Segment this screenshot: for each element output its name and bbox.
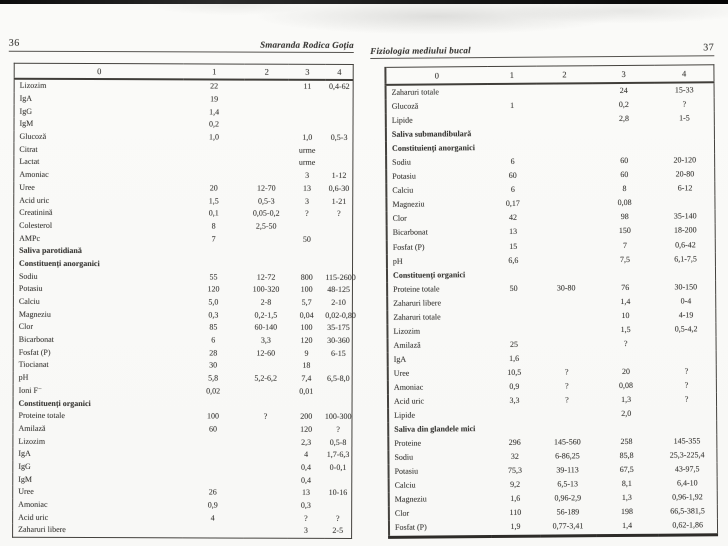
cell-value: 13 bbox=[301, 488, 310, 498]
cell-value: 6-15 bbox=[331, 348, 346, 358]
cell-value: 22 bbox=[210, 81, 219, 91]
row-label: Clor bbox=[394, 509, 410, 519]
cell-value: 5,8 bbox=[208, 373, 219, 383]
cell-value: 3 bbox=[303, 526, 308, 536]
cell-value: 1 bbox=[510, 100, 515, 110]
cell-value: ? bbox=[336, 424, 340, 434]
row-label: Lizozim bbox=[393, 326, 421, 336]
cell-value: 10,5 bbox=[507, 367, 522, 377]
cell-value: 0,9 bbox=[509, 381, 520, 391]
row-label: Lactat bbox=[19, 157, 40, 167]
cell-value: 296 bbox=[508, 437, 521, 448]
cell-value: 0,5-3 bbox=[330, 132, 348, 143]
cell-value: 0,96-1,92 bbox=[672, 492, 703, 502]
cell-value bbox=[657, 336, 716, 351]
cell-value: 7,5 bbox=[620, 254, 631, 264]
row-label: pH bbox=[18, 372, 29, 382]
cell-value: ? bbox=[565, 381, 569, 391]
cell-value bbox=[489, 295, 538, 309]
cell-value: 20 bbox=[209, 183, 218, 193]
cell-value: 18-200 bbox=[673, 225, 697, 236]
cell-value: 9,2 bbox=[510, 480, 521, 490]
row-label: Clor bbox=[392, 214, 407, 224]
cell-value: 1,5 bbox=[208, 195, 219, 206]
cell-value: 1,5 bbox=[620, 324, 631, 334]
cell-value: 0,6-30 bbox=[328, 183, 350, 193]
cell-value: 43-97,5 bbox=[674, 464, 700, 474]
cell-value: 50 bbox=[302, 234, 311, 244]
row-label: Ioni F⁻ bbox=[18, 385, 43, 395]
cell-value: 30 bbox=[209, 360, 218, 370]
row-label: Proteine totale bbox=[18, 411, 65, 421]
cell-value: 50 bbox=[509, 283, 518, 293]
cell-value: 0,02-0,80 bbox=[325, 310, 356, 320]
column-header: 0 bbox=[385, 67, 487, 85]
cell-value: 0,5-8 bbox=[329, 437, 347, 447]
cell-value: 30-360 bbox=[327, 335, 350, 346]
cell-value: 10-16 bbox=[328, 488, 348, 498]
cell-value: 1,4 bbox=[622, 521, 633, 531]
row-label: Calciu bbox=[18, 296, 40, 306]
cell-value: 3 bbox=[305, 170, 310, 180]
cell-value: 0,9 bbox=[207, 500, 218, 510]
page-number: 37 bbox=[703, 42, 715, 54]
cell-value: 39-113 bbox=[556, 465, 579, 475]
cell-value bbox=[537, 168, 593, 182]
cell-value: 67,5 bbox=[619, 465, 634, 475]
cell-value: 6,4-10 bbox=[676, 478, 698, 488]
cell-value: 4 bbox=[304, 450, 309, 460]
row-label: pH bbox=[392, 256, 403, 266]
cell-value: urme bbox=[298, 145, 316, 155]
column-header: 4 bbox=[655, 65, 714, 83]
cell-value: 15 bbox=[509, 241, 518, 251]
row-label: Lizozim bbox=[18, 436, 46, 446]
cell-value: 20 bbox=[621, 366, 630, 376]
cell-value: 12-60 bbox=[256, 348, 276, 358]
cell-value: 26 bbox=[208, 487, 217, 497]
cell-value: 7,4 bbox=[301, 373, 312, 383]
row-label: Proteine totale bbox=[393, 284, 440, 294]
cell-value: ? bbox=[684, 380, 689, 390]
row-label: IgA bbox=[18, 449, 31, 459]
cell-value: 66,5-381,5 bbox=[670, 506, 705, 517]
cell-value: 6 bbox=[510, 185, 515, 195]
section-label: Saliva parotidiană bbox=[19, 246, 82, 256]
running-header: Smaranda Rodica Goția bbox=[260, 39, 354, 50]
row-label: Lizozim bbox=[19, 81, 47, 91]
cell-value: 0,04 bbox=[299, 310, 314, 320]
row-label: IgA bbox=[393, 354, 407, 364]
cell-value: 6-12 bbox=[677, 183, 693, 193]
cell-value: 25,3-225,4 bbox=[669, 450, 705, 460]
cell-value: ? bbox=[565, 395, 569, 405]
cell-value: 5,2-6,2 bbox=[254, 373, 278, 383]
row-label: Amoniac bbox=[19, 169, 49, 180]
cell-value: 32 bbox=[510, 452, 519, 462]
row-label: Clor bbox=[18, 322, 34, 332]
cell-value: 0-0,1 bbox=[329, 462, 347, 472]
cell-value: 98 bbox=[620, 212, 629, 222]
cell-value: 75,3 bbox=[507, 466, 523, 476]
cell-value: 0,3 bbox=[208, 310, 219, 320]
cell-value: 0-4 bbox=[680, 296, 692, 306]
row-label: Bicarbonat bbox=[392, 227, 428, 238]
cell-value: 60 bbox=[208, 424, 217, 434]
row-label: Amoniac bbox=[393, 382, 424, 392]
row-label: Sodiu bbox=[18, 271, 38, 281]
cell-value bbox=[538, 309, 594, 323]
cell-value: 6,1-7,5 bbox=[674, 253, 697, 264]
column-header: 2 bbox=[536, 66, 592, 84]
cell-value: 76 bbox=[621, 282, 630, 292]
cell-value: ? bbox=[684, 394, 689, 404]
cell-value: 100 bbox=[300, 285, 313, 295]
cell-value: 8 bbox=[211, 221, 216, 231]
cell-value: 85,8 bbox=[619, 451, 634, 461]
cell-value: 1,0 bbox=[208, 132, 220, 142]
cell-value bbox=[656, 196, 715, 211]
cell-value bbox=[538, 323, 594, 337]
row-label: Zaharuri totale bbox=[391, 87, 439, 97]
cell-value: 35-140 bbox=[673, 211, 697, 222]
cell-value: 6-86,25 bbox=[555, 451, 580, 461]
row-label: Zaharuri totale bbox=[393, 312, 441, 322]
cell-value: 12-72 bbox=[256, 272, 276, 282]
cell-value: 3 bbox=[304, 196, 310, 206]
cell-value: 0,4 bbox=[300, 475, 312, 485]
cell-value: 120 bbox=[300, 424, 313, 434]
cell-value: 6,5-13 bbox=[557, 479, 579, 489]
cell-value: 0,62-1,86 bbox=[672, 520, 704, 531]
cell-value: 6,5-8,0 bbox=[326, 374, 350, 384]
cell-value: 55 bbox=[209, 272, 218, 282]
column-header: 0 bbox=[14, 63, 184, 79]
cell-value bbox=[538, 197, 594, 211]
cell-value: 2,3 bbox=[301, 437, 312, 447]
saliva-table-right bbox=[384, 64, 718, 538]
row-label: Zaharuri libere bbox=[393, 298, 442, 308]
cell-value: 13 bbox=[303, 183, 312, 193]
row-label: Potasiu bbox=[18, 284, 43, 294]
cell-value: 110 bbox=[509, 508, 522, 518]
cell-value bbox=[657, 406, 716, 421]
column-header: 3 bbox=[592, 65, 655, 83]
cell-value bbox=[489, 309, 538, 323]
cell-value: 12-70 bbox=[256, 183, 276, 193]
cell-value: 3,3 bbox=[509, 395, 520, 405]
cell-value: 8,1 bbox=[621, 479, 632, 489]
cell-value: 85 bbox=[209, 322, 218, 332]
cell-value bbox=[539, 407, 595, 421]
cell-value: 60-140 bbox=[254, 323, 278, 333]
cell-value: 7 bbox=[211, 234, 216, 244]
row-label: Acid uric bbox=[18, 512, 49, 522]
cell-value: 48-125 bbox=[327, 285, 350, 295]
row-label: IgM bbox=[19, 119, 34, 129]
column-header: 3 bbox=[289, 64, 326, 80]
cell-value bbox=[537, 183, 593, 197]
row-label: IgA bbox=[19, 93, 33, 103]
cell-value: 60 bbox=[620, 156, 629, 166]
cell-value: 100 bbox=[300, 323, 313, 333]
cell-value: 2-10 bbox=[331, 297, 346, 307]
row-label: Potasiu bbox=[392, 171, 416, 182]
cell-value: ? bbox=[305, 209, 309, 219]
cell-value: 20-120 bbox=[673, 155, 697, 165]
cell-value bbox=[538, 253, 594, 267]
cell-value: 9 bbox=[304, 348, 309, 358]
cell-value: 24 bbox=[619, 85, 628, 96]
cell-value: ? bbox=[564, 367, 569, 377]
cell-value: 5,7 bbox=[301, 297, 312, 307]
cell-value: ? bbox=[682, 99, 687, 109]
cell-value: 30-150 bbox=[674, 282, 698, 292]
row-label: Bicarbonat bbox=[18, 334, 54, 345]
cell-value: 11 bbox=[303, 82, 312, 92]
cell-value: 0,05-0,2 bbox=[252, 208, 280, 218]
row-label: Fosfat (P) bbox=[394, 522, 427, 533]
cell-value bbox=[539, 351, 595, 365]
cell-value bbox=[537, 98, 593, 112]
page-header-right bbox=[370, 31, 714, 59]
cell-value: 145-560 bbox=[553, 437, 581, 447]
cell-value: 19 bbox=[210, 94, 219, 104]
row-label: Magneziu bbox=[392, 199, 425, 210]
cell-value bbox=[538, 239, 594, 253]
cell-value bbox=[539, 337, 595, 351]
cell-value: 2-5 bbox=[332, 526, 344, 536]
cell-value: 2,5-50 bbox=[255, 221, 277, 231]
cell-value: 1,0 bbox=[302, 132, 313, 142]
cell-value: 0,77-3,41 bbox=[552, 521, 584, 531]
table-body bbox=[386, 82, 718, 537]
row-label: Fosfat (P) bbox=[392, 242, 425, 252]
cell-value: 20-80 bbox=[675, 169, 695, 179]
cell-value bbox=[488, 113, 537, 127]
row-label: Proteine bbox=[394, 438, 422, 448]
cell-value: 0,2-1,5 bbox=[254, 310, 278, 320]
cell-value: 56-189 bbox=[556, 507, 580, 517]
row-label: Citrat bbox=[19, 144, 38, 154]
cell-value: 5,0 bbox=[208, 297, 219, 307]
page-number: 36 bbox=[8, 37, 20, 49]
cell-value: 198 bbox=[620, 507, 634, 517]
cell-value bbox=[538, 225, 594, 239]
column-header: 2 bbox=[245, 64, 289, 80]
cell-value: 6,6 bbox=[508, 255, 519, 265]
cell-value: 1,3 bbox=[621, 394, 632, 405]
row-label: Tiocianat bbox=[18, 360, 49, 370]
cell-value bbox=[490, 408, 539, 422]
row-label: Uree bbox=[19, 182, 35, 192]
cell-value: 1,7-6,3 bbox=[326, 450, 350, 460]
cell-value: 120 bbox=[207, 284, 220, 294]
cell-value: 258 bbox=[620, 437, 633, 447]
cell-value: 3,3 bbox=[260, 335, 271, 345]
row-label: Amilază bbox=[393, 340, 421, 350]
row-label: Magneziu bbox=[394, 494, 427, 505]
cell-value: 6 bbox=[510, 157, 515, 167]
cell-value: ? bbox=[304, 513, 308, 523]
row-label: Glucoză bbox=[19, 131, 47, 141]
column-header: 1 bbox=[487, 66, 536, 84]
cell-value: 1,3 bbox=[621, 493, 632, 503]
cell-value: 1-12 bbox=[331, 171, 347, 181]
row-label: Zaharuri libere bbox=[18, 525, 66, 535]
cell-value: 0,3 bbox=[300, 500, 311, 510]
row-label: Acid uric bbox=[19, 195, 50, 205]
section-label: Constituenți anorganici bbox=[19, 258, 100, 269]
row-label: Glucoză bbox=[391, 101, 419, 111]
cell-value: 10 bbox=[621, 310, 630, 320]
cell-value: 150 bbox=[618, 226, 631, 236]
cell-value bbox=[657, 350, 716, 365]
cell-value: 1,6 bbox=[509, 353, 520, 363]
row-label: Fosfat (P) bbox=[18, 347, 51, 357]
row-label: Lipide bbox=[394, 410, 416, 420]
cell-value: 30-80 bbox=[556, 283, 576, 293]
cell-value bbox=[487, 84, 536, 99]
row-label: Amilază bbox=[18, 423, 46, 433]
cell-value: 0,4 bbox=[301, 462, 312, 472]
cell-value: 6 bbox=[211, 335, 216, 345]
row-label: IgG bbox=[18, 461, 31, 471]
row-label: Potasiu bbox=[394, 466, 419, 477]
cell-value bbox=[538, 295, 594, 309]
cell-value: 0,4-62 bbox=[328, 82, 350, 92]
row-label: Calciu bbox=[394, 480, 416, 491]
row-label: Colesterol bbox=[19, 220, 53, 230]
cell-value bbox=[537, 83, 593, 98]
cell-value: 0,17 bbox=[505, 199, 520, 209]
cell-value: 1,9 bbox=[510, 522, 521, 532]
row-label: Lipide bbox=[391, 115, 413, 125]
cell-value: ? bbox=[337, 209, 341, 219]
row-label: IgG bbox=[19, 106, 33, 116]
cell-value: 0,5-4,2 bbox=[674, 324, 698, 334]
cell-value: ? bbox=[684, 366, 689, 376]
row-label: Amoniac bbox=[18, 499, 48, 509]
cell-value: 4-19 bbox=[678, 310, 694, 320]
running-header: Fiziologia mediului bucal bbox=[370, 45, 471, 56]
cell-value: 15-33 bbox=[674, 85, 694, 95]
cell-value: 0,5-3 bbox=[257, 196, 275, 206]
cell-value bbox=[489, 323, 538, 337]
cell-value bbox=[595, 351, 658, 366]
cell-value: 0,2 bbox=[618, 99, 629, 110]
cell-value bbox=[537, 112, 593, 126]
cell-value: 0,08 bbox=[617, 198, 632, 208]
cell-value: 100 bbox=[206, 411, 220, 421]
cell-value: 0,6-42 bbox=[675, 239, 696, 250]
cell-value: 13 bbox=[509, 227, 518, 237]
row-label: Uree bbox=[393, 368, 410, 378]
cell-value: 7 bbox=[622, 240, 627, 250]
cell-value: ? bbox=[336, 513, 340, 523]
cell-value: 28 bbox=[209, 348, 218, 358]
row-label: IgM bbox=[18, 474, 33, 484]
cell-value: 60 bbox=[620, 170, 629, 180]
cell-value bbox=[538, 211, 594, 225]
cell-value: 2-8 bbox=[260, 297, 272, 307]
row-label: Uree bbox=[18, 487, 34, 497]
section-label: Constituenți organici bbox=[392, 269, 466, 280]
column-header: 4 bbox=[326, 64, 353, 80]
cell-value: 1,6 bbox=[510, 494, 521, 504]
section-label: Saliva din glandele mici bbox=[394, 424, 476, 434]
cell-value: 42 bbox=[508, 213, 518, 223]
cell-value: 8 bbox=[622, 184, 627, 194]
cell-value: 0,01 bbox=[299, 386, 314, 396]
cell-value: 800 bbox=[300, 272, 313, 282]
cell-value: 0,02 bbox=[206, 386, 221, 396]
section-label: Constituenți organici bbox=[18, 398, 91, 408]
cell-value: 0,2 bbox=[209, 119, 220, 129]
row-label: Magneziu bbox=[18, 309, 51, 319]
cell-value: 1-5 bbox=[679, 113, 690, 123]
cell-value: 100-320 bbox=[252, 284, 280, 295]
cell-value: 1-21 bbox=[331, 196, 347, 206]
cell-value: ? bbox=[623, 338, 628, 348]
row-label: Calciu bbox=[392, 185, 414, 196]
column-header: 1 bbox=[184, 64, 245, 80]
row-label: Acid uric bbox=[393, 396, 425, 406]
cell-value: 25 bbox=[509, 339, 519, 349]
cell-value: 1,4 bbox=[620, 296, 631, 306]
cell-value: 2,0 bbox=[621, 408, 632, 419]
row-label: AMPc bbox=[19, 233, 41, 243]
cell-value: 1,4 bbox=[209, 107, 220, 117]
cell-value: 60 bbox=[508, 171, 517, 181]
cell-value: ? bbox=[263, 411, 268, 421]
section-label: Constituienți anorganici bbox=[391, 143, 475, 153]
table-row bbox=[389, 519, 718, 537]
cell-value: 0,1 bbox=[208, 208, 219, 218]
cell-value: 18 bbox=[302, 361, 311, 371]
cell-value: 200 bbox=[300, 411, 313, 422]
row-label: Sodiu bbox=[394, 452, 414, 463]
cell-value: 100-300 bbox=[324, 412, 352, 422]
cell-value: 120 bbox=[300, 335, 313, 345]
row-label: Creatinină bbox=[19, 208, 53, 218]
cell-value: 35-175 bbox=[327, 323, 350, 333]
cell-value: 115-2600 bbox=[325, 272, 356, 282]
cell-value: 145-355 bbox=[673, 436, 701, 446]
section-label: Saliva submandibulară bbox=[391, 129, 472, 139]
cell-value: 0,08 bbox=[618, 380, 634, 391]
cell-value: 4 bbox=[210, 513, 215, 523]
row-label: Sodiu bbox=[392, 157, 411, 168]
cell-value bbox=[537, 154, 593, 168]
cell-value: 0,96-2,9 bbox=[554, 493, 582, 503]
cell-value: urme bbox=[298, 158, 316, 168]
cell-value: 2,8 bbox=[618, 114, 629, 124]
